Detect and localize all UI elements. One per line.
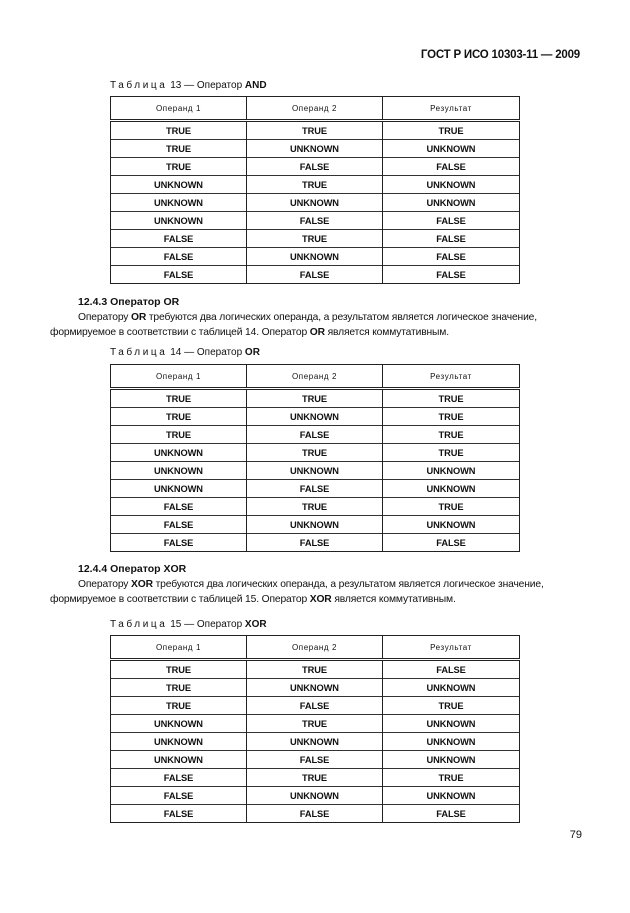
- table-cell: UNKNOWN: [383, 715, 520, 733]
- table-cell: TRUE: [383, 444, 520, 462]
- column-header: Операнд 1: [111, 97, 247, 121]
- caption-operator: AND: [244, 80, 267, 91]
- table-cell: FALSE: [247, 158, 383, 176]
- table-row: [111, 248, 520, 266]
- table-row: [111, 534, 520, 552]
- truth-table-xor: [110, 635, 520, 823]
- table-cell: TRUE: [111, 426, 247, 444]
- table-cell: FALSE: [247, 534, 383, 552]
- paragraph-line: [50, 577, 590, 592]
- table-cell: UNKNOWN: [383, 194, 520, 212]
- table-cell: FALSE: [383, 212, 520, 230]
- table-cell: TRUE: [383, 408, 520, 426]
- table-cell: TRUE: [247, 715, 383, 733]
- table-cell: TRUE: [247, 769, 383, 787]
- caption-text: Оператор: [196, 80, 243, 91]
- table-cell: FALSE: [383, 248, 520, 266]
- table-row: [111, 212, 520, 230]
- table-row: [111, 444, 520, 462]
- column-header: Операнд 2: [247, 97, 383, 121]
- table-cell: UNKNOWN: [111, 462, 247, 480]
- operator-keyword: XOR: [309, 594, 332, 605]
- table-header-row: [111, 636, 520, 660]
- column-header: Операнд 2: [247, 636, 383, 660]
- table-row: [111, 266, 520, 284]
- table-cell: FALSE: [111, 248, 247, 266]
- table-row: [111, 697, 520, 715]
- table-cell: TRUE: [383, 389, 520, 408]
- table-cell: UNKNOWN: [383, 787, 520, 805]
- table-row: [111, 733, 520, 751]
- table-cell: FALSE: [247, 426, 383, 444]
- table-cell: FALSE: [111, 787, 247, 805]
- table-cell: TRUE: [247, 498, 383, 516]
- text-run: формируемое в соответствии с таблицей 14. Оператор: [50, 327, 310, 338]
- text-run: требуются два логических операнда, а результатом является логическое значение,: [146, 312, 537, 323]
- table-cell: TRUE: [247, 660, 383, 679]
- caption-word: Таблица: [110, 80, 168, 91]
- table-cell: UNKNOWN: [111, 715, 247, 733]
- caption-dash: —: [184, 80, 195, 91]
- table-cell: FALSE: [111, 230, 247, 248]
- section-heading: 12.4.3 Оператор OR: [78, 296, 180, 308]
- table-cell: UNKNOWN: [383, 751, 520, 769]
- table-cell: TRUE: [111, 121, 247, 140]
- table-cell: FALSE: [383, 660, 520, 679]
- table-cell: FALSE: [247, 212, 383, 230]
- table-row: [111, 679, 520, 697]
- caption-word: Таблица: [110, 347, 168, 358]
- table-row: [111, 787, 520, 805]
- table-row: [111, 769, 520, 787]
- table-row: [111, 426, 520, 444]
- table-cell: FALSE: [111, 769, 247, 787]
- table-cell: UNKNOWN: [383, 462, 520, 480]
- caption-dash: —: [184, 347, 195, 358]
- table-row: [111, 140, 520, 158]
- table-cell: FALSE: [383, 158, 520, 176]
- table-cell: UNKNOWN: [247, 140, 383, 158]
- table-cell: UNKNOWN: [247, 194, 383, 212]
- table-row: [111, 516, 520, 534]
- table-row: [111, 121, 520, 140]
- table-cell: UNKNOWN: [111, 176, 247, 194]
- table-cell: TRUE: [383, 769, 520, 787]
- text-run: является коммутативным.: [324, 327, 449, 338]
- paragraph-line: [50, 310, 590, 325]
- table-row: [111, 389, 520, 408]
- table-cell: UNKNOWN: [383, 679, 520, 697]
- table-cell: UNKNOWN: [383, 176, 520, 194]
- table-cell: TRUE: [247, 444, 383, 462]
- table-cell: UNKNOWN: [111, 444, 247, 462]
- table-cell: TRUE: [111, 697, 247, 715]
- table-cell: UNKNOWN: [247, 248, 383, 266]
- column-header: Результат: [383, 365, 520, 389]
- table-row: [111, 408, 520, 426]
- table-cell: FALSE: [383, 534, 520, 552]
- text-run: Оператору: [78, 579, 131, 590]
- table-cell: UNKNOWN: [111, 212, 247, 230]
- table-caption: [110, 347, 260, 358]
- table-cell: UNKNOWN: [111, 480, 247, 498]
- table-cell: TRUE: [111, 158, 247, 176]
- text-run: формируемое в соответствии с таблицей 15. Оператор: [50, 594, 310, 605]
- table-cell: UNKNOWN: [247, 787, 383, 805]
- table-cell: FALSE: [247, 266, 383, 284]
- operator-keyword: OR: [309, 327, 325, 338]
- caption-dash: —: [184, 619, 195, 630]
- table-cell: UNKNOWN: [383, 140, 520, 158]
- table-cell: FALSE: [383, 266, 520, 284]
- section-paragraph: [50, 310, 590, 340]
- caption-word: Таблица: [110, 619, 168, 630]
- table-header-row: [111, 97, 520, 121]
- text-run: требуются два логических операнда, а результатом является логическое значение,: [152, 579, 544, 590]
- table-row: [111, 158, 520, 176]
- table-row: [111, 660, 520, 679]
- table-cell: FALSE: [111, 534, 247, 552]
- table-cell: TRUE: [247, 230, 383, 248]
- table-cell: FALSE: [383, 230, 520, 248]
- table-caption: [110, 619, 267, 630]
- table-cell: TRUE: [383, 498, 520, 516]
- table-cell: UNKNOWN: [247, 408, 383, 426]
- table-cell: FALSE: [111, 498, 247, 516]
- table-cell: FALSE: [111, 805, 247, 823]
- table-cell: UNKNOWN: [383, 733, 520, 751]
- table-cell: TRUE: [383, 121, 520, 140]
- table-cell: UNKNOWN: [383, 480, 520, 498]
- table-row: [111, 176, 520, 194]
- table-cell: FALSE: [247, 480, 383, 498]
- column-header: Результат: [383, 636, 520, 660]
- paragraph-line: [50, 325, 590, 340]
- caption-operator: OR: [244, 347, 260, 358]
- table-cell: FALSE: [247, 697, 383, 715]
- caption-number: 13: [170, 80, 182, 91]
- table-cell: FALSE: [247, 751, 383, 769]
- table-cell: TRUE: [383, 426, 520, 444]
- table-cell: FALSE: [247, 805, 383, 823]
- caption-text: Оператор: [196, 347, 243, 358]
- caption-number: 15: [170, 619, 182, 630]
- table-row: [111, 805, 520, 823]
- table-cell: UNKNOWN: [247, 733, 383, 751]
- text-run: является коммутативным.: [331, 594, 456, 605]
- column-header: Операнд 1: [111, 365, 247, 389]
- table-cell: UNKNOWN: [111, 733, 247, 751]
- table-cell: TRUE: [111, 408, 247, 426]
- table-row: [111, 230, 520, 248]
- table-cell: FALSE: [111, 516, 247, 534]
- table-row: [111, 462, 520, 480]
- table-cell: FALSE: [111, 266, 247, 284]
- document-header: ГОСТ Р ИСО 10303-11 — 2009: [420, 49, 580, 61]
- section-paragraph: [50, 577, 590, 607]
- table-cell: TRUE: [111, 140, 247, 158]
- section-heading: 12.4.4 Оператор XOR: [78, 563, 187, 575]
- text-run: Оператору: [78, 312, 131, 323]
- table-cell: FALSE: [383, 805, 520, 823]
- table-cell: TRUE: [247, 389, 383, 408]
- table-cell: TRUE: [111, 679, 247, 697]
- table-cell: UNKNOWN: [111, 751, 247, 769]
- caption-text: Оператор: [196, 619, 243, 630]
- table-row: [111, 751, 520, 769]
- caption-operator: XOR: [244, 619, 267, 630]
- table-cell: TRUE: [247, 176, 383, 194]
- table-row: [111, 194, 520, 212]
- table-cell: UNKNOWN: [111, 194, 247, 212]
- operator-keyword: XOR: [131, 579, 153, 590]
- caption-number: 14: [170, 347, 182, 358]
- table-cell: UNKNOWN: [247, 462, 383, 480]
- table-row: [111, 715, 520, 733]
- table-cell: UNKNOWN: [247, 516, 383, 534]
- paragraph-line: [50, 592, 590, 607]
- column-header: Результат: [383, 97, 520, 121]
- table-row: [111, 480, 520, 498]
- table-cell: TRUE: [111, 660, 247, 679]
- table-caption: [110, 80, 267, 91]
- truth-table-or: [110, 364, 520, 552]
- operator-keyword: OR: [131, 312, 147, 323]
- table-cell: TRUE: [383, 697, 520, 715]
- table-cell: TRUE: [247, 121, 383, 140]
- table-cell: UNKNOWN: [383, 516, 520, 534]
- table-header-row: [111, 365, 520, 389]
- page-number: 79: [569, 829, 582, 841]
- table-row: [111, 498, 520, 516]
- column-header: Операнд 2: [247, 365, 383, 389]
- truth-table-and: [110, 96, 520, 284]
- table-cell: TRUE: [111, 389, 247, 408]
- table-cell: UNKNOWN: [247, 679, 383, 697]
- column-header: Операнд 1: [111, 636, 247, 660]
